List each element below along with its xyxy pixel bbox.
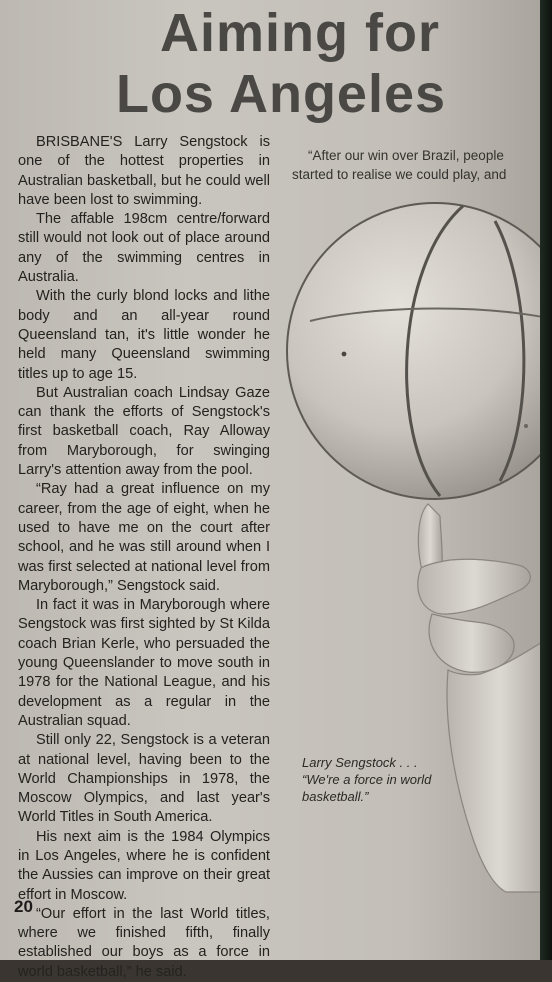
headline-line-1: Aiming for <box>160 3 440 63</box>
article-paragraph: “Ray had a great influence on my career, from the age of eight, when he used to have me on the court after school, and he was still around when I was first selected at national level from Maryborough,” Sengstock said. <box>18 481 270 594</box>
page-number: 20 <box>14 897 33 916</box>
caption-line: Larry Sengstock . . . <box>302 755 418 770</box>
article-paragraph: BRISBANE'S Larry Sengstock is one of the hottest properties in Australian basketball, but he could well have been lost to swimming. <box>18 134 270 208</box>
article-headline <box>0 2 552 124</box>
article-paragraph-continued: “After our win over Brazil, people started to realise we could play, and <box>292 148 507 182</box>
article-paragraph: Still only 22, Sengstock is a veteran at national level, having been to the World Championships in 1978, the Moscow Olympics, and last year's World Titles in South America. <box>18 732 270 826</box>
article-paragraph: In fact it was in Maryborough where Sengstock was first sighted by St Kilda coach Brian Kerle, who persuaded the young Queenslander to move south in 1978 for the National League, and his development as a regular in the Australian squad. <box>18 597 270 729</box>
article-right-column <box>292 146 530 184</box>
caption-line: “We're a force in world <box>302 772 432 787</box>
article-paragraph: With the curly blond locks and lithe body and an all-year round Queensland tan, it's little wonder he held many Queensland swimming titles up to age 15. <box>18 288 270 382</box>
article-paragraph: But Australian coach Lindsay Gaze can thank the efforts of Sengstock's first basketball coach, Ray Alloway from Maryborough, for swinging Larry's attention away from the pool. <box>18 384 270 479</box>
headline-line-2: Los Angeles <box>115 64 447 124</box>
hand-and-arm <box>418 504 552 892</box>
article-paragraph: His next aim is the 1984 Olympics in Los Angeles, where he is confident the Aussies can improve on their great effort in Moscow. <box>18 828 270 903</box>
basketball-icon <box>287 203 552 499</box>
article-left-column <box>18 133 270 982</box>
caption-line: basketball.” <box>302 789 369 804</box>
article-paragraph: “Our effort in the last World titles, where we finished fifth, finally established our boys as a force in world basketball,” he said. <box>18 905 270 980</box>
article-paragraph: The affable 198cm centre/forward still would not look out of place around any of the swimming centres in Australia. <box>18 211 270 286</box>
book-spine-edge <box>540 0 552 960</box>
photo-caption <box>302 754 502 805</box>
